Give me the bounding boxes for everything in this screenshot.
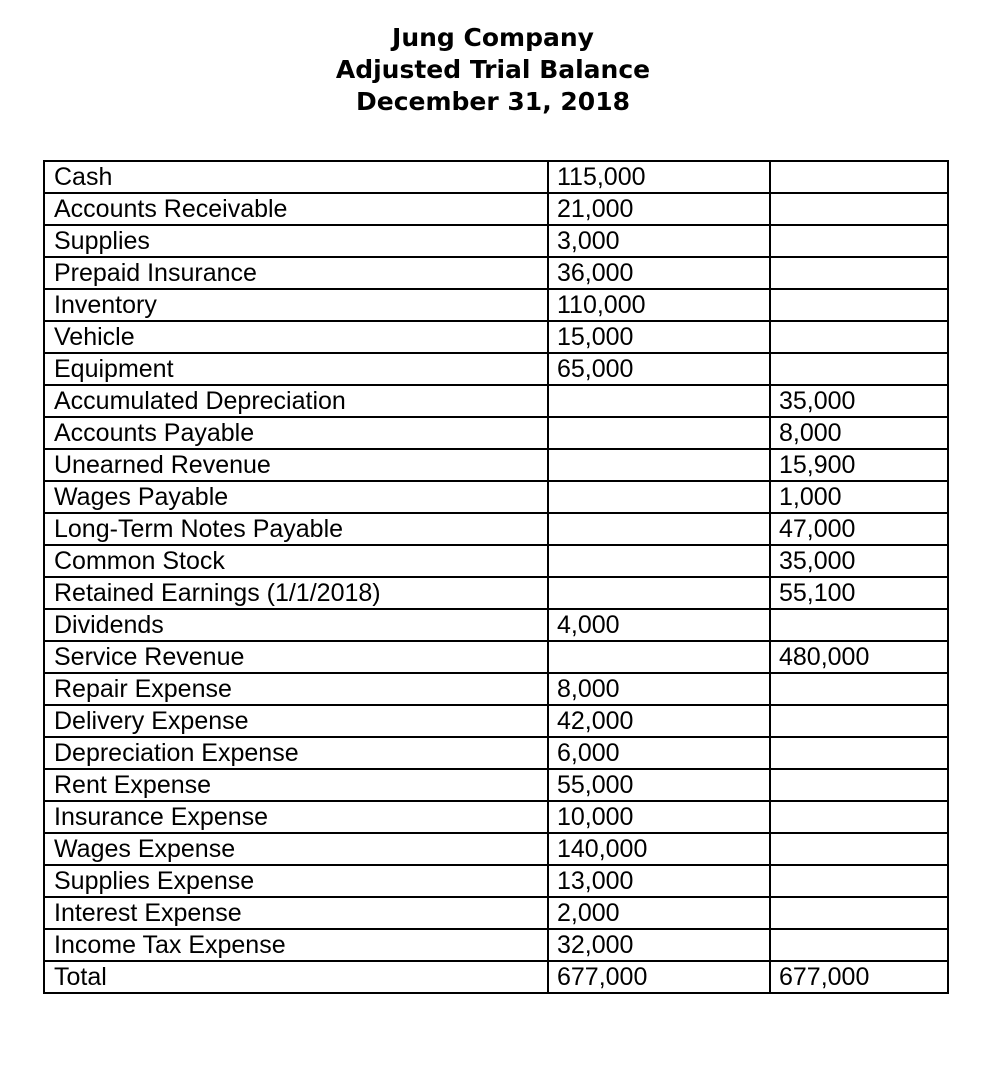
account-name-cell: Accounts Payable — [44, 417, 548, 449]
credit-cell: 47,000 — [770, 513, 948, 545]
credit-cell — [770, 897, 948, 929]
account-name-cell: Supplies — [44, 225, 548, 257]
company-name: Jung Company — [392, 23, 594, 52]
credit-cell — [770, 865, 948, 897]
table-row — [44, 289, 948, 321]
account-name-cell: Total — [44, 961, 548, 993]
credit-cell — [770, 769, 948, 801]
credit-cell — [770, 801, 948, 833]
table-row — [44, 513, 948, 545]
table-row — [44, 577, 948, 609]
debit-cell — [548, 417, 770, 449]
table-row — [44, 705, 948, 737]
debit-cell: 8,000 — [548, 673, 770, 705]
credit-cell: 35,000 — [770, 385, 948, 417]
table-row — [44, 737, 948, 769]
credit-cell: 8,000 — [770, 417, 948, 449]
debit-cell: 32,000 — [548, 929, 770, 961]
credit-cell — [770, 257, 948, 289]
account-name-cell: Wages Payable — [44, 481, 548, 513]
credit-cell — [770, 225, 948, 257]
table-row — [44, 865, 948, 897]
credit-cell — [770, 705, 948, 737]
table-row — [44, 609, 948, 641]
credit-cell: 35,000 — [770, 545, 948, 577]
debit-cell — [548, 481, 770, 513]
account-name-cell: Wages Expense — [44, 833, 548, 865]
account-name-cell: Prepaid Insurance — [44, 257, 548, 289]
debit-cell: 115,000 — [548, 161, 770, 193]
credit-cell: 15,900 — [770, 449, 948, 481]
debit-cell: 55,000 — [548, 769, 770, 801]
account-name-cell: Insurance Expense — [44, 801, 548, 833]
total-row — [44, 961, 948, 993]
table-row — [44, 385, 948, 417]
table-row — [44, 161, 948, 193]
debit-cell: 65,000 — [548, 353, 770, 385]
table-row — [44, 833, 948, 865]
debit-cell — [548, 385, 770, 417]
debit-cell — [548, 545, 770, 577]
debit-cell: 677,000 — [548, 961, 770, 993]
credit-cell — [770, 609, 948, 641]
table-row — [44, 449, 948, 481]
account-name-cell: Depreciation Expense — [44, 737, 548, 769]
account-name-cell: Interest Expense — [44, 897, 548, 929]
credit-cell — [770, 193, 948, 225]
debit-cell — [548, 577, 770, 609]
trial-balance-table — [43, 160, 949, 994]
account-name-cell: Vehicle — [44, 321, 548, 353]
account-name-cell: Equipment — [44, 353, 548, 385]
account-name-cell: Accumulated Depreciation — [44, 385, 548, 417]
credit-cell — [770, 737, 948, 769]
account-name-cell: Delivery Expense — [44, 705, 548, 737]
account-name-cell: Retained Earnings (1/1/2018) — [44, 577, 548, 609]
debit-cell: 110,000 — [548, 289, 770, 321]
account-name-cell: Inventory — [44, 289, 548, 321]
debit-cell: 15,000 — [548, 321, 770, 353]
account-name-cell: Cash — [44, 161, 548, 193]
credit-cell — [770, 161, 948, 193]
debit-cell: 21,000 — [548, 193, 770, 225]
debit-cell — [548, 449, 770, 481]
debit-cell: 13,000 — [548, 865, 770, 897]
debit-cell: 3,000 — [548, 225, 770, 257]
credit-cell — [770, 289, 948, 321]
account-name-cell: Service Revenue — [44, 641, 548, 673]
debit-cell: 36,000 — [548, 257, 770, 289]
table-row — [44, 897, 948, 929]
credit-cell: 1,000 — [770, 481, 948, 513]
table-row — [44, 769, 948, 801]
debit-cell: 2,000 — [548, 897, 770, 929]
debit-cell: 6,000 — [548, 737, 770, 769]
report-date: December 31, 2018 — [356, 87, 630, 116]
credit-cell — [770, 321, 948, 353]
report-title: Adjusted Trial Balance — [335, 55, 651, 84]
debit-cell: 42,000 — [548, 705, 770, 737]
table-row — [44, 545, 948, 577]
table-row — [44, 257, 948, 289]
report-header — [0, 22, 986, 118]
debit-cell — [548, 641, 770, 673]
table-row — [44, 417, 948, 449]
table-row — [44, 801, 948, 833]
credit-cell — [770, 833, 948, 865]
table-row — [44, 193, 948, 225]
account-name-cell: Accounts Receivable — [44, 193, 548, 225]
credit-cell — [770, 929, 948, 961]
table-row — [44, 481, 948, 513]
credit-cell: 480,000 — [770, 641, 948, 673]
account-name-cell: Supplies Expense — [44, 865, 548, 897]
account-name-cell: Repair Expense — [44, 673, 548, 705]
credit-cell: 677,000 — [770, 961, 948, 993]
credit-cell — [770, 353, 948, 385]
table-row — [44, 929, 948, 961]
debit-cell: 10,000 — [548, 801, 770, 833]
table-row — [44, 225, 948, 257]
account-name-cell: Rent Expense — [44, 769, 548, 801]
credit-cell — [770, 673, 948, 705]
credit-cell: 55,100 — [770, 577, 948, 609]
account-name-cell: Dividends — [44, 609, 548, 641]
debit-cell: 140,000 — [548, 833, 770, 865]
trial-balance-body — [44, 161, 948, 993]
table-row — [44, 673, 948, 705]
debit-cell — [548, 513, 770, 545]
account-name-cell: Unearned Revenue — [44, 449, 548, 481]
table-row — [44, 321, 948, 353]
table-row — [44, 353, 948, 385]
table-row — [44, 641, 948, 673]
account-name-cell: Long-Term Notes Payable — [44, 513, 548, 545]
debit-cell: 4,000 — [548, 609, 770, 641]
account-name-cell: Common Stock — [44, 545, 548, 577]
account-name-cell: Income Tax Expense — [44, 929, 548, 961]
